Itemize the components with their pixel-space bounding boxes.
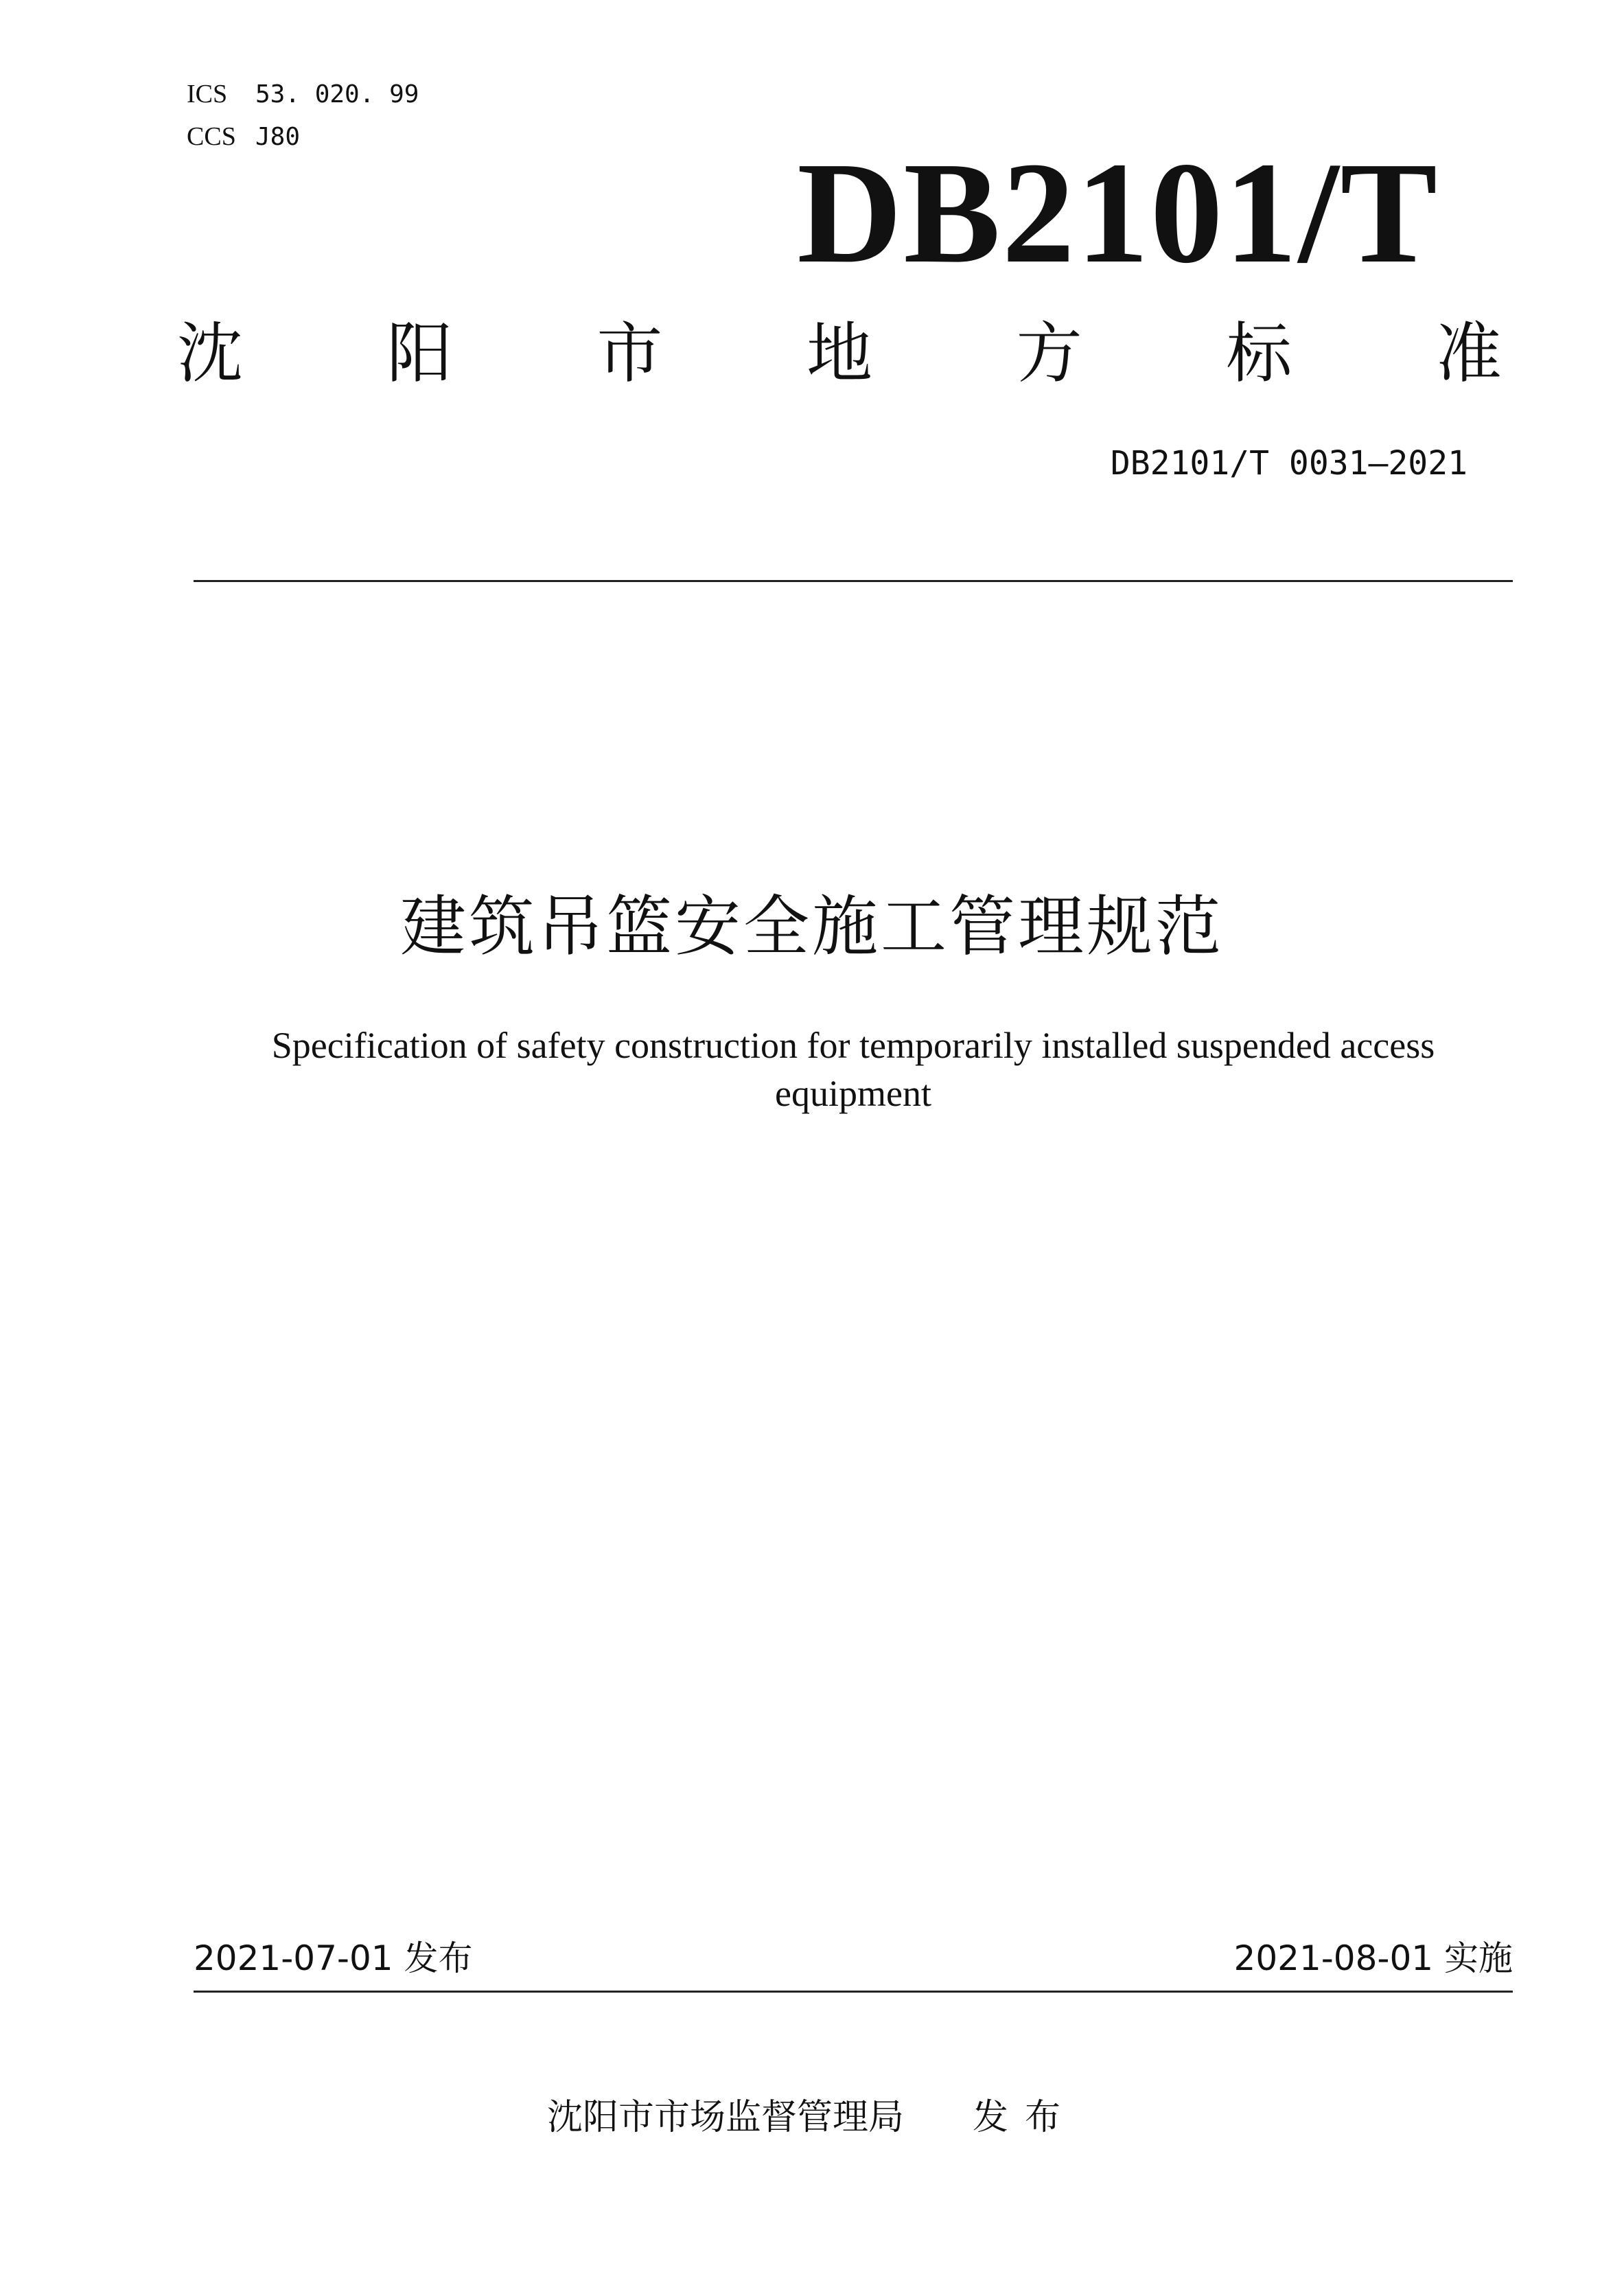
- standard-type-char: 标: [1226, 315, 1292, 392]
- ics-label: ICS: [187, 80, 228, 108]
- document-title-zh: 建筑吊篮安全施工管理规范: [400, 888, 1224, 965]
- standard-type-char: 市: [596, 315, 663, 392]
- standard-type-char: 准: [1435, 315, 1502, 392]
- standard-type-char: 沈: [177, 315, 243, 392]
- standard-code-large: DB2101/T: [797, 132, 1439, 293]
- standard-number: DB2101/T 0031—2021: [1110, 444, 1468, 483]
- ccs-line: [187, 119, 300, 154]
- issuer-name: 沈阳市市场监督管理局: [546, 2097, 904, 2138]
- ics-value: 53. 020. 99: [255, 80, 419, 108]
- standard-type-char: 方: [1016, 315, 1082, 392]
- ccs-label: CCS: [187, 122, 236, 151]
- implement-date: 2021-08-01 实施: [1233, 1938, 1513, 1978]
- standard-type-char: 地: [806, 315, 872, 392]
- issuer-action: 发布: [973, 2097, 1078, 2138]
- ics-line: [187, 77, 419, 111]
- publish-date: 2021-07-01 发布: [194, 1938, 473, 1978]
- title-en-line-1: Specification of safety construction for temporarily installed suspended access: [271, 1025, 1435, 1066]
- bottom-divider: [194, 1991, 1513, 1993]
- ccs-value: J80: [255, 123, 301, 151]
- standard-type: [177, 316, 1502, 391]
- document-title-en: [194, 1021, 1512, 1117]
- top-divider: [194, 580, 1513, 582]
- standard-type-char: 阳: [386, 315, 453, 392]
- title-en-line-2: equipment: [775, 1073, 931, 1114]
- issuer-line: [0, 2094, 1624, 2142]
